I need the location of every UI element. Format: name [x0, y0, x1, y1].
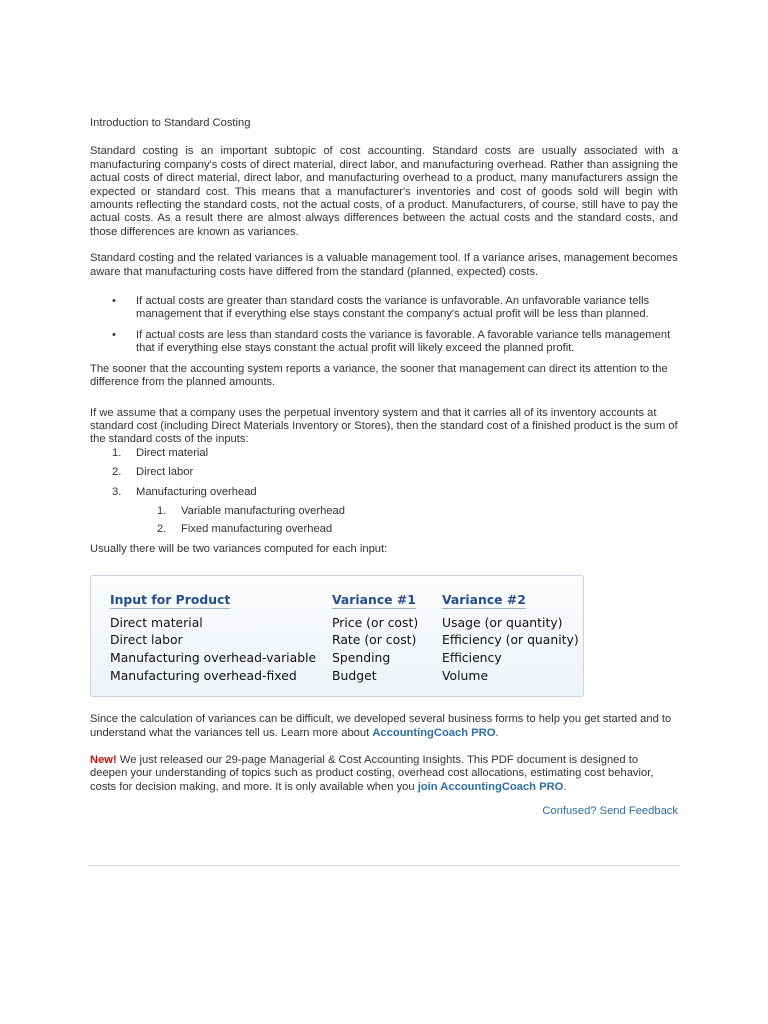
list-item	[90, 466, 678, 479]
bullet-icon: •	[112, 295, 116, 308]
list-item	[90, 505, 678, 518]
table-cell: Price (or cost)	[332, 614, 419, 630]
table-cell: Usage (or quantity)	[442, 614, 563, 630]
new-release-text: We just released our 29-page Managerial & Cost Accounting Insights. This PDF document is designed to deepen your understanding of topics such as product costing, overhead cost allocations, estimating cost behavior, costs for decision making, and more. It is only available when you	[90, 753, 654, 793]
list-item-label: Direct labor	[136, 466, 194, 479]
table-header-cell: Variance #2	[442, 592, 526, 608]
list-item-label: Direct material	[136, 446, 209, 459]
table-cell: Budget	[332, 667, 377, 683]
page-title: Introduction to Standard Costing	[90, 117, 251, 129]
accountingcoach-pro-link[interactable]: AccountingCoach PRO	[372, 726, 496, 739]
join-pro-link[interactable]: join AccountingCoach PRO	[417, 780, 564, 793]
article-content	[90, 117, 678, 819]
variance-table	[90, 575, 584, 697]
usually-paragraph: Usually there will be two variances computed for each input:	[90, 542, 388, 555]
list-item	[90, 295, 678, 322]
table-cell: Direct labor	[110, 632, 183, 648]
table-row	[110, 614, 583, 632]
list-item	[90, 486, 678, 537]
table-cell: Volume	[442, 667, 489, 683]
table-cell: Manufacturing overhead-fixed	[110, 667, 297, 683]
table-cell: Manufacturing overhead-variable	[110, 649, 317, 665]
list-item	[90, 523, 678, 536]
bullet-text: If actual costs are greater than standard costs the variance is unfavorable. An unfavorable variance tells management that if everything else stays constant the company's actual profit will be less than planned.	[136, 295, 650, 321]
new-release-paragraph	[90, 754, 678, 794]
section-divider	[88, 865, 680, 866]
overhead-sub-list	[136, 505, 678, 537]
variance-bullet-list	[90, 295, 678, 356]
table-header-cell: Variance #1	[332, 592, 416, 608]
bullet-text: If actual costs are less than standard costs the variance is favorable. A favorable variance tells management that if everything else stays constant the actual profit will likely exceed the planned profit.	[136, 328, 671, 355]
table-cell: Spending	[332, 649, 391, 665]
list-number: 1.	[157, 504, 167, 517]
calculation-text: Since the calculation of variances can be difficult, we developed several business forms to help you get started and to understand what the variances tell us. Learn more about	[90, 713, 672, 739]
table-header-row	[110, 591, 583, 609]
intro-paragraph: Standard costing is an important subtopic of cost accounting. Standard costs are usually associated with a manufacturing company's costs of direct material, direct labor, and manufacturing overhead. Rather than assigning the actual costs of direct material, direct labor, and manufacturing overhead to a product, many manufacturers assign the expected or standard cost. This means that a manufacturer's inventories and cost of goods sold will begin with amounts reflecting the standard costs, not the actual costs, of a product. Manufacturers, of course, still have to pay the actual costs. As a result there are almost always differences between the actual costs and the standard costs, and those differences are known as variances.	[90, 145, 678, 238]
table-cell: Rate (or cost)	[332, 632, 417, 648]
table-cell: Direct material	[110, 614, 203, 630]
management-tool-paragraph: Standard costing and the related variances is a valuable management tool. If a variance arises, management becomes aware that manufacturing costs have differed from the standard (planned, expected) costs.	[90, 252, 678, 278]
list-number: 2.	[112, 466, 122, 479]
table-header-cell: Input for Product	[110, 592, 231, 608]
table-cell: Efficiency (or quanity)	[442, 632, 579, 648]
assume-paragraph: If we assume that a company uses the perpetual inventory system and that it carries all of its inventory accounts at standard cost (including Direct Materials Inventory or Stores), then the standard cost of a finished product is the sum of the standard costs of the inputs:	[90, 406, 678, 446]
sooner-paragraph: The sooner that the accounting system reports a variance, the sooner that management can direct its attention to the difference from the planned amounts.	[90, 362, 668, 389]
list-number: 1.	[112, 446, 122, 459]
new-badge: New!	[90, 753, 117, 766]
list-number: 2.	[157, 523, 167, 536]
list-item-label: Fixed manufacturing overhead	[181, 523, 333, 536]
calculation-end: .	[495, 726, 499, 739]
new-release-end: .	[563, 780, 567, 793]
list-item-label: Manufacturing overhead	[136, 485, 257, 498]
list-item-label: Variable manufacturing overhead	[181, 504, 345, 517]
table-row	[110, 667, 583, 685]
list-item	[90, 329, 678, 356]
send-feedback-link[interactable]: Confused? Send Feedback	[542, 805, 678, 818]
table-cell: Efficiency	[442, 649, 502, 665]
calculation-paragraph	[90, 713, 678, 740]
inputs-list	[90, 447, 678, 537]
bullet-icon: •	[112, 328, 116, 341]
table-row	[110, 631, 583, 649]
feedback-row	[90, 805, 678, 818]
table-row	[110, 649, 583, 667]
list-number: 3.	[112, 485, 122, 498]
list-item	[90, 447, 678, 460]
